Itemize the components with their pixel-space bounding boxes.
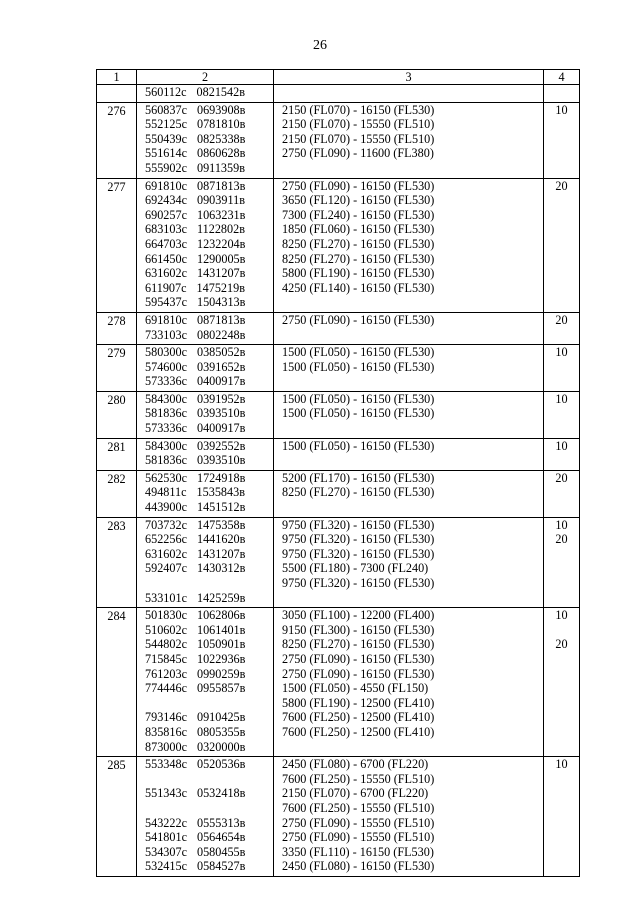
point-coordinates: [137, 438, 274, 470]
coordinate-line: [137, 547, 273, 562]
altitude-limits: [274, 102, 544, 178]
altitude-limits: [274, 470, 544, 517]
longitude: 0520536в: [196, 757, 246, 772]
altitude-range: 9750 (FL320) - 16150 (FL530): [282, 532, 435, 547]
altitude-range: [274, 740, 543, 755]
altitude-range: 9750 (FL320) - 16150 (FL530): [282, 546, 435, 561]
latitude: 595437с: [145, 295, 187, 310]
longitude: 0781810в: [196, 117, 246, 132]
altitude-range: 7600 (FL250) - 15550 (FL510): [282, 771, 435, 786]
table-row: [97, 438, 580, 470]
latitude: 664703с: [145, 236, 187, 251]
latitude: 683103с: [145, 222, 187, 237]
altitude-range: 9750 (FL320) - 16150 (FL530): [282, 576, 435, 590]
altitude-range: 9750 (FL320) - 16150 (FL530): [282, 517, 435, 532]
width-value: [544, 85, 580, 103]
coordinate-line: [137, 252, 273, 267]
value-line: [544, 623, 579, 638]
altitude-range: 2750 (FL090) - 15550 (FL510): [282, 815, 435, 830]
row-number: 279: [97, 345, 137, 392]
latitude: 574600с: [145, 359, 187, 374]
latitude: 510602с: [145, 622, 187, 637]
altitude-limits: [274, 85, 544, 103]
altitude-limits: [274, 178, 544, 312]
altitude-range: 8250 (FL270) - 16150 (FL530): [282, 485, 435, 500]
latitude: 661450с: [145, 251, 187, 266]
width-value: [544, 470, 580, 517]
width-value: [544, 345, 580, 392]
coordinate-line: [137, 439, 273, 454]
row-number: 282: [97, 470, 137, 517]
value-line: 20: [555, 312, 568, 327]
latitude: 584300с: [145, 391, 187, 406]
point-coordinates: [137, 391, 274, 438]
longitude: 1022936в: [196, 651, 246, 666]
value-line: 10: [555, 391, 568, 406]
width-value: [544, 391, 580, 438]
latitude: 553348с: [145, 757, 187, 772]
altitude-range: 2150 (FL070) - 15550 (FL510): [282, 117, 435, 132]
longitude: 0392552в: [196, 438, 246, 453]
altitude-range: 3350 (FL110) - 16150 (FL530): [282, 844, 434, 859]
row-number: 284: [97, 608, 137, 757]
row-number: 276: [97, 102, 137, 178]
coordinate-line: [137, 696, 273, 711]
table-row: [97, 345, 580, 392]
value-line: 10: [555, 757, 568, 772]
value-line: 20: [555, 532, 568, 547]
altitude-range: 5500 (FL180) - 7300 (FL240): [282, 561, 429, 576]
longitude: 1451512в: [196, 500, 246, 515]
longitude: 0393510в: [196, 453, 246, 468]
latitude: 581836с: [145, 453, 187, 468]
coordinate-line: [137, 710, 273, 725]
row-number: 283: [97, 517, 137, 608]
latitude: 793146с: [145, 710, 187, 725]
longitude: 0393510в: [196, 406, 246, 421]
coordinate-line: [137, 667, 273, 682]
altitude-range: 2750 (FL090) - 16150 (FL530): [282, 178, 435, 193]
coordinate-line: [137, 591, 273, 606]
latitude: 691810с: [145, 178, 187, 193]
table-row: [97, 102, 580, 178]
altitude-range: [274, 295, 543, 310]
coordinate-line: [137, 608, 273, 623]
altitude-range: [274, 421, 543, 436]
table-row: [97, 608, 580, 757]
latitude: 551343с: [145, 786, 187, 801]
width-value: [544, 312, 580, 344]
coordinate-line: [137, 740, 273, 755]
latitude: 443900с: [145, 500, 187, 515]
coordinate-line: [137, 266, 273, 281]
latitude: 761203с: [145, 666, 187, 681]
coordinate-line: [137, 576, 273, 591]
longitude: 0385052в: [196, 345, 246, 360]
latitude: 544802с: [145, 637, 187, 652]
altitude-range: 2450 (FL080) - 6700 (FL220): [282, 757, 429, 772]
longitude: 0320000в: [196, 739, 246, 754]
altitude-range: 1500 (FL050) - 16150 (FL530): [282, 406, 435, 421]
coordinate-line: [137, 328, 273, 343]
coordinate-line: [137, 772, 273, 787]
latitude: 690257с: [145, 207, 187, 222]
altitude-range: 7600 (FL250) - 12500 (FL410): [282, 724, 435, 739]
coordinate-line: [137, 132, 273, 147]
longitude: 0564654в: [196, 830, 246, 845]
altitude-range: [274, 85, 543, 100]
column-header: 2: [137, 70, 274, 85]
table-row: [97, 312, 580, 344]
altitude-range: 8250 (FL270) - 16150 (FL530): [282, 251, 435, 266]
coordinate-line: [137, 161, 273, 176]
longitude: 1475358в: [196, 517, 246, 532]
latitude: 573336с: [145, 421, 187, 436]
longitude: 1232204в: [196, 236, 246, 251]
latitude: 592407с: [145, 561, 187, 576]
latitude: 532415с: [145, 859, 187, 874]
coordinate-line: [137, 681, 273, 696]
row-number: 285: [97, 757, 137, 877]
altitude-range: 2150 (FL070) - 16150 (FL530): [282, 102, 435, 117]
point-coordinates: [137, 102, 274, 178]
altitude-range: 1500 (FL050) - 16150 (FL530): [282, 391, 435, 406]
longitude: 0805355в: [196, 724, 246, 739]
altitude-limits: [274, 757, 544, 877]
coordinate-line: [137, 374, 273, 389]
longitude: 1724918в: [196, 470, 246, 485]
latitude: 631602с: [145, 546, 187, 561]
table-row: [97, 470, 580, 517]
coordinate-line: [137, 816, 273, 831]
altitude-range: 7300 (FL240) - 16150 (FL530): [282, 207, 435, 222]
longitude: 1431207в: [196, 546, 246, 561]
point-coordinates: [137, 345, 274, 392]
longitude: 0693908в: [196, 102, 246, 117]
longitude: 1430312в: [196, 561, 246, 576]
coordinate-line: [137, 485, 273, 500]
longitude: 0910425в: [196, 710, 246, 725]
longitude: 1122802в: [196, 222, 245, 237]
latitude: 543222с: [145, 815, 187, 830]
latitude: 703732с: [145, 517, 187, 532]
altitude-range: [274, 500, 543, 515]
altitude-range: 2450 (FL080) - 16150 (FL530): [282, 859, 435, 874]
latitude: 715845с: [145, 651, 187, 666]
altitude-limits: [274, 438, 544, 470]
coordinate-line: [137, 392, 273, 407]
value-line: 10: [555, 608, 568, 623]
coordinate-line: [137, 830, 273, 845]
value-line: 10: [555, 438, 568, 453]
longitude: 1425259в: [196, 590, 246, 605]
altitude-range: 1500 (FL050) - 16150 (FL530): [282, 359, 435, 374]
latitude: 573336с: [145, 374, 187, 389]
coordinate-line: [137, 801, 273, 816]
coordinate-line: [137, 222, 273, 237]
latitude: 652256с: [145, 532, 187, 547]
altitude-range: [274, 374, 543, 389]
table-row: [97, 391, 580, 438]
point-coordinates: [137, 517, 274, 608]
latitude: 774446с: [145, 681, 187, 696]
coordinate-line: [137, 146, 273, 161]
altitude-range: [274, 591, 543, 606]
longitude: 0990259в: [196, 666, 246, 681]
row-number: 280: [97, 391, 137, 438]
latitude: 552125с: [145, 117, 187, 132]
column-header: 4: [544, 70, 580, 85]
altitude-range: 2150 (FL070) - 6700 (FL220): [282, 786, 429, 801]
altitude-range: 2750 (FL090) - 16150 (FL530): [282, 666, 435, 681]
point-coordinates: [137, 312, 274, 344]
latitude: 584300с: [145, 438, 187, 453]
coordinate-line: [137, 561, 273, 576]
latitude: 692434с: [145, 193, 187, 208]
altitude-range: 1500 (FL050) - 4550 (FL150): [282, 681, 429, 696]
altitude-range: 2750 (FL090) - 16150 (FL530): [282, 651, 435, 666]
width-value: [544, 517, 580, 608]
longitude: 0391652в: [196, 359, 246, 374]
coordinate-line: [137, 360, 273, 375]
longitude: 1050901в: [196, 637, 246, 652]
coordinate-line: [137, 193, 273, 208]
longitude: 0532418в: [196, 786, 246, 801]
coordinate-line: [137, 652, 273, 667]
latitude: 873000с: [145, 739, 187, 754]
longitude: 1475219в: [196, 280, 245, 295]
altitude-range: 1850 (FL060) - 16150 (FL530): [282, 222, 435, 237]
width-value: [544, 608, 580, 757]
width-value: [544, 102, 580, 178]
value-line: 20: [555, 637, 568, 652]
altitude-range: [274, 453, 543, 468]
altitude-range: 2750 (FL090) - 11600 (FL380): [282, 146, 434, 161]
altitude-range: 1500 (FL050) - 16150 (FL530): [282, 345, 435, 360]
coordinate-line: [137, 786, 273, 801]
longitude: 0825338в: [196, 131, 246, 146]
longitude: 0391952в: [196, 391, 246, 406]
longitude: 0871813в: [196, 178, 246, 193]
altitude-range: 7600 (FL250) - 15550 (FL510): [282, 800, 435, 815]
altitude-range: 1500 (FL050) - 16150 (FL530): [282, 438, 435, 453]
coordinate-line: [137, 85, 273, 100]
coordinate-line: [137, 859, 273, 874]
latitude: 631602с: [145, 266, 187, 281]
longitude: 0871813в: [196, 312, 246, 327]
coordinate-line: [137, 623, 273, 638]
airway-table: [96, 69, 580, 877]
longitude: 0821542в: [196, 85, 245, 99]
altitude-range: 5800 (FL190) - 16150 (FL530): [282, 266, 435, 281]
longitude: 1290005в: [196, 251, 246, 266]
altitude-range: [274, 161, 543, 176]
value-line: 20: [555, 178, 568, 193]
coordinate-line: [137, 518, 273, 533]
page-number: 26: [313, 38, 327, 53]
value-line: 20: [555, 470, 568, 485]
point-coordinates: [137, 178, 274, 312]
column-header: 3: [274, 70, 544, 85]
longitude: 0903911в: [196, 193, 245, 208]
latitude: 501830с: [145, 608, 187, 623]
altitude-range: 3650 (FL120) - 16150 (FL530): [282, 193, 435, 208]
longitude: 0580455в: [196, 844, 246, 859]
width-value: [544, 178, 580, 312]
altitude-limits: [274, 517, 544, 608]
altitude-range: 8250 (FL270) - 16150 (FL530): [282, 637, 435, 652]
coordinate-line: [137, 313, 273, 328]
latitude: 581836с: [145, 406, 187, 421]
value-line: 10: [555, 345, 568, 360]
point-coordinates: [137, 85, 274, 103]
altitude-range: 2750 (FL090) - 16150 (FL530): [282, 312, 435, 327]
latitude: 611907с: [145, 280, 187, 295]
point-coordinates: [137, 470, 274, 517]
latitude: 534307с: [145, 844, 187, 859]
latitude: 560837с: [145, 102, 187, 117]
table-row: [97, 85, 580, 103]
table-row: [97, 757, 580, 877]
width-value: [544, 757, 580, 877]
latitude: 550439с: [145, 131, 187, 146]
latitude: 733103с: [145, 327, 187, 342]
latitude: 691810с: [145, 312, 187, 327]
coordinate-line: [137, 845, 273, 860]
longitude: 1063231в: [196, 207, 246, 222]
value-line: 10: [555, 517, 568, 532]
coordinate-line: [137, 471, 273, 486]
altitude-range: 5800 (FL190) - 12500 (FL410): [282, 695, 435, 710]
latitude: 560112с: [145, 85, 187, 99]
latitude: 835816с: [145, 724, 187, 739]
altitude-range: 5200 (FL170) - 16150 (FL530): [282, 470, 435, 485]
altitude-range: 9150 (FL300) - 16150 (FL530): [282, 622, 435, 637]
table-row: [97, 178, 580, 312]
latitude: 580300с: [145, 345, 187, 360]
coordinate-line: [137, 281, 273, 296]
latitude: 494811с: [145, 485, 187, 500]
longitude: 1535843в: [196, 485, 245, 500]
point-coordinates: [137, 608, 274, 757]
row-number: 281: [97, 438, 137, 470]
table-row: [97, 517, 580, 608]
longitude: 1431207в: [196, 266, 246, 281]
longitude: 1062806в: [196, 608, 246, 623]
latitude: 562530с: [145, 470, 187, 485]
coordinate-line: [137, 637, 273, 652]
coordinate-line: [137, 453, 273, 468]
latitude: 555902с: [145, 160, 187, 175]
coordinate-line: [137, 117, 273, 132]
coordinate-line: [137, 421, 273, 436]
altitude-range: 4250 (FL140) - 16150 (FL530): [282, 280, 435, 295]
latitude: 533101с: [145, 590, 187, 605]
row-number: [97, 85, 137, 103]
point-coordinates: [137, 757, 274, 877]
value-line: 10: [555, 102, 568, 117]
coordinate-line: [137, 532, 273, 547]
longitude: 0802248в: [196, 327, 246, 342]
row-number: 277: [97, 178, 137, 312]
longitude: 0400917в: [196, 374, 246, 389]
coordinate-line: [137, 725, 273, 740]
coordinate-line: [137, 237, 273, 252]
latitude: 551614с: [145, 146, 187, 161]
longitude: 0400917в: [196, 421, 246, 436]
longitude: 1504313в: [196, 295, 246, 310]
coordinate-line: [137, 295, 273, 310]
altitude-range: 3050 (FL100) - 12200 (FL400): [282, 608, 435, 623]
column-header: 1: [97, 70, 137, 85]
width-value: [544, 438, 580, 470]
altitude-limits: [274, 391, 544, 438]
altitude-range: 2150 (FL070) - 15550 (FL510): [282, 131, 435, 146]
altitude-range: 8250 (FL270) - 16150 (FL530): [282, 236, 435, 251]
coordinate-line: [137, 103, 273, 118]
altitude-limits: [274, 608, 544, 757]
longitude: 0584527в: [196, 859, 246, 874]
coordinate-line: [137, 500, 273, 515]
altitude-range: 7600 (FL250) - 12500 (FL410): [282, 710, 435, 725]
longitude: 1441620в: [196, 532, 246, 547]
coordinate-line: [137, 406, 273, 421]
coordinate-line: [137, 179, 273, 194]
coordinate-line: [137, 345, 273, 360]
coordinate-line: [137, 757, 273, 772]
altitude-range: [274, 328, 543, 343]
altitude-limits: [274, 345, 544, 392]
longitude: 0911359в: [196, 160, 245, 175]
longitude: 1061401в: [196, 622, 246, 637]
coordinate-line: [137, 208, 273, 223]
altitude-range: 2750 (FL090) - 15550 (FL510): [282, 830, 435, 845]
altitude-limits: [274, 312, 544, 344]
row-number: 278: [97, 312, 137, 344]
longitude: 0555313в: [196, 815, 246, 830]
longitude: 0860628в: [196, 146, 246, 161]
header-row: [97, 70, 580, 85]
longitude: 0955857в: [196, 681, 246, 696]
latitude: 541801с: [145, 830, 187, 845]
